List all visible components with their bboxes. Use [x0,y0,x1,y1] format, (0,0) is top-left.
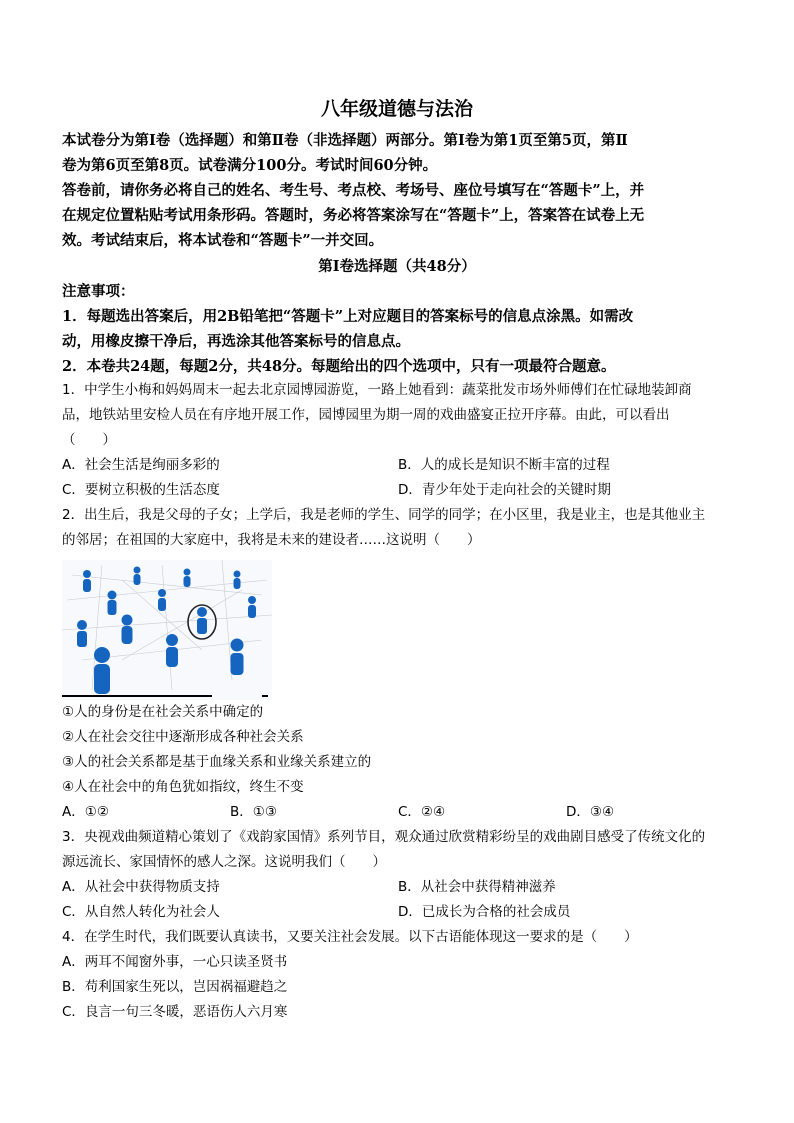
q4-option-b[interactable]: B．苟利国家生死以，岂因祸福避趋之 [62,979,288,995]
q3-option-b[interactable]: B．从社会中获得精神滋养 [398,879,556,895]
q2-statement-1: ①人的身份是在社会关系中确定的 [62,704,264,720]
q3-option-c[interactable]: C．从自然人转化为社会人 [62,904,220,920]
intro-line-1: 本试卷分为第Ⅰ卷（选择题）和第Ⅱ卷（非选择题）两部分。第Ⅰ卷为第1页至第5页，第Ⅱ [62,132,628,149]
q1-option-b[interactable]: B．人的成长是知识不断丰富的过程 [398,457,610,473]
q1-line-1: 1．中学生小梅和妈妈周末一起去北京园博园游览，一路上她看到：蔬菜批发市场外师傅们在忙碌地装卸商 [62,382,692,398]
note-1-line-1: 1．每题选出答案后，用2B铅笔把“答题卡”上对应题目的答案标号的信息点涂黑。如需改 [62,308,634,325]
q1-option-c[interactable]: C．要树立积极的生活态度 [62,482,220,498]
q2-line-1: 2．出生后，我是父母的子女；上学后，我是老师的学生、同学的同学；在小区里，我是业主，也是其他业主 [62,507,706,523]
social-network-figure [62,560,272,700]
intro-line-2: 卷为第6页至第8页。试卷满分100分。考试时间60分钟。 [62,157,438,174]
notes-heading: 注意事项： [62,283,135,300]
note-2: 2．本卷共24题，每题2分，共48分。每题给出的四个选项中，只有一项最符合题意。 [62,358,616,375]
q2-option-d[interactable]: D．③④ [566,804,615,820]
q2-option-a[interactable]: A．①② [62,804,109,820]
q3-option-d[interactable]: D．已成长为合格的社会成员 [398,904,571,920]
q3-line-1: 3．央视戏曲频道精心策划了《戏韵家国情》系列节目，观众通过欣赏精彩纷呈的戏曲剧目感受了传统文化的 [62,829,706,845]
section-title: 第Ⅰ卷选择题（共48分） [318,258,476,275]
q2-statement-2: ②人在社会交往中逐渐形成各种社会关系 [62,729,304,745]
q2-line-2: 的邻居；在祖国的大家庭中，我将是未来的建设者……这说明（ ） [62,532,481,548]
q3-line-2: 源远流长、家国情怀的感人之深。这说明我们（ ） [62,854,386,870]
q1-line-2: 品，地铁站里安检人员在有序地开展工作，园博园里为期一周的戏曲盛宴正拉开序幕。由此，可以看出 [62,407,670,423]
q4-option-c[interactable]: C．良言一句三冬暖，恶语伤人六月寒 [62,1004,288,1020]
intro-line-3: 答卷前，请你务必将自己的姓名、考生号、考点校、考场号、座位号填写在“答题卡”上，并 [62,182,645,199]
q1-option-d[interactable]: D．青少年处于走向社会的关键时期 [398,482,611,498]
q1-line-3: （ ） [62,432,116,448]
intro-line-5: 效。考试结束后，将本试卷和“答题卡”一并交回。 [62,232,384,249]
q2-option-c[interactable]: C．②④ [398,804,446,820]
q1-option-a[interactable]: A．社会生活是绚丽多彩的 [62,457,220,473]
intro-line-4: 在规定位置粘贴考试用条形码。答题时，务必将答案涂写在“答题卡”上，答案答在试卷上无 [62,207,645,224]
q2-statement-3: ③人的社会关系都是基于血缘关系和业缘关系建立的 [62,754,372,770]
q3-option-a[interactable]: A．从社会中获得物质支持 [62,879,220,895]
page-title: 八年级道德与法治 [320,98,473,120]
q4-option-a[interactable]: A．两耳不闻窗外事，一心只读圣贤书 [62,954,288,970]
q2-statement-4: ④人在社会中的角色犹如指纹，终生不变 [62,779,304,795]
q2-option-b[interactable]: B．①③ [230,804,277,820]
note-1-line-2: 动，用橡皮擦干净后，再选涂其他答案标号的信息点。 [62,333,410,350]
q4-line-1: 4．在学生时代，我们既要认真读书，又要关注社会发展。以下古语能体现这一要求的是（ ） [62,929,638,945]
